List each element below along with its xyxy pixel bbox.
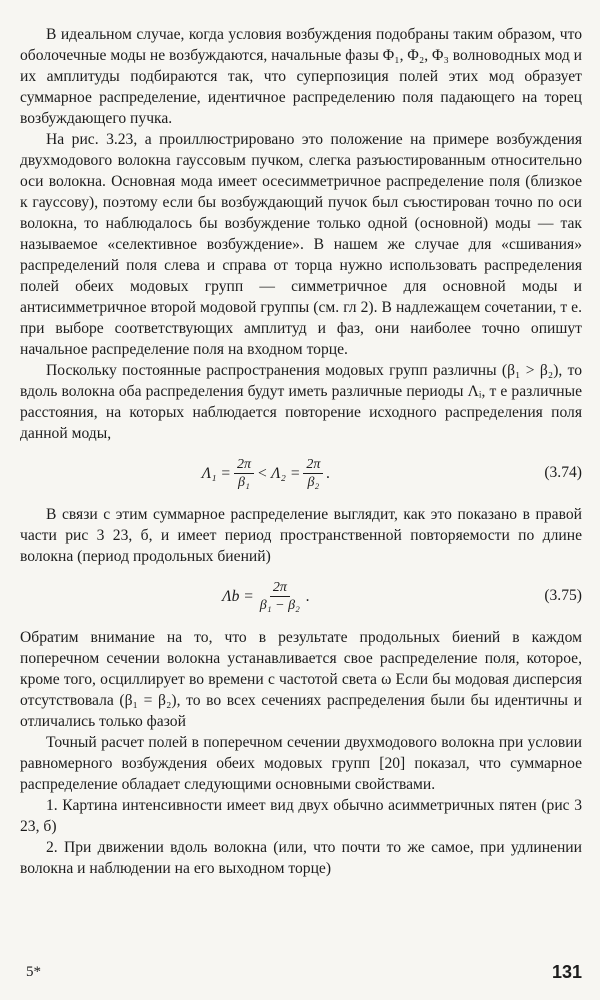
- equation-3-74: [20, 450, 582, 496]
- equation-3-74-number: (3.74): [544, 464, 582, 481]
- paragraph-4: В связи с этим суммарное распределение выглядит, как это показано в правой части рис 3 23, б, и имеет период пространственной повторяемости по длине волокна (период продольных биений): [20, 506, 582, 565]
- eq375-den: β₁ − β₂: [259, 597, 300, 613]
- eq375-num: 2π: [270, 579, 290, 597]
- list-item-1: 1. Картина интенсивности имеет вид двух обычно асимметричных пятен (рис 3 23, б): [20, 797, 582, 835]
- eq374-den1: β₁: [238, 474, 250, 490]
- equation-3-75-formula: [20, 573, 512, 619]
- page-footer: [20, 962, 582, 986]
- eq374-num1: 2π: [234, 456, 254, 474]
- equation-3-75: [20, 573, 582, 619]
- paragraph-3: Поскольку постоянные распространения модовых групп различны (β₁ > β₂), то вдоль волокна оба распределения будут иметь различные периоды Λᵢ, т е различные расстояния, на которых наблюдается повторение исходного распределения поля данной моды,: [20, 362, 582, 442]
- equation-3-74-formula: [20, 450, 512, 496]
- eq374-fraction-2: [303, 456, 323, 491]
- signature-mark: 5*: [26, 964, 41, 980]
- eq374-den2: β₂: [307, 474, 320, 490]
- eq375-lhs: Λb =: [222, 587, 254, 605]
- list-item-2: 2. При движении вдоль волокна (или, что почти то же самое, при удлинении волокна и наблюдении на его выходном торце): [20, 839, 582, 877]
- eq374-fraction-1: [234, 456, 254, 491]
- paragraph-6: Точный расчет полей в поперечном сечении двухмодового волокна при условии равномерного возбуждения обеих модовых групп [20] показал, что суммарное распределение обладает следующими основными свойствами.: [20, 734, 582, 793]
- eq375-fraction: [257, 579, 303, 614]
- eq375-tail: .: [305, 587, 310, 605]
- eq374-mid: < Λ₂ =: [256, 464, 301, 482]
- page-body: [20, 24, 582, 879]
- equation-3-75-number: (3.75): [544, 587, 582, 604]
- paragraph-2: На рис. 3.23, а проиллюстрировано это положение на примере возбуждения двухмодового волокна гауссовым пучком, слегка разъюстированным относительно оси волокна. Основная мода имеет осесимметричное распределение поля (близкое к гауссову), поэтому если бы возбуждающий пучок был съюстирован точно по оси волокна, то наблюдалось бы возбуждение только одной (основной) моды — так называемое «селективное возбуждение». В нашем же случае для «сшивания» распределений поля слева и справа от торца нужно использовать распределения полей обеих модовых групп — симметричное для основной моды и антисимметричное второй модовой группы (см. гл 2). В надлежащем сочетании, т е. при выборе соответствующих амплитуд и фаз, они наиболее точно опишут начальное распределение поля на входном торце.: [20, 131, 582, 358]
- eq374-lhs: Λ₁ =: [201, 464, 231, 482]
- paragraph-1: В идеальном случае, когда условия возбуждения подобраны таким образом, что оболочечные моды не возбуждаются, начальные фазы Φ₁, Φ₂, Φ₃ волноводных мод и их амплитуды подбираются так, что суперпозиция полей этих мод образует суммарное распределение, идентичное распределению поля падающего на торец возбуждающего пучка.: [20, 26, 583, 127]
- eq374-num2: 2π: [303, 456, 323, 474]
- eq374-tail: .: [326, 464, 331, 482]
- paragraph-5: Обратим внимание на то, что в результате продольных биений в каждом поперечном сечении волокна устанавливается свое распределение поля, которое, кроме того, осциллирует во времени с частотой света ω Если бы модовая дисперсия отсутствовала (β₁ = β₂), то во всех сечениях распределения были бы идентичны и отличались только фазой: [20, 629, 582, 730]
- page-number: 131: [551, 962, 582, 982]
